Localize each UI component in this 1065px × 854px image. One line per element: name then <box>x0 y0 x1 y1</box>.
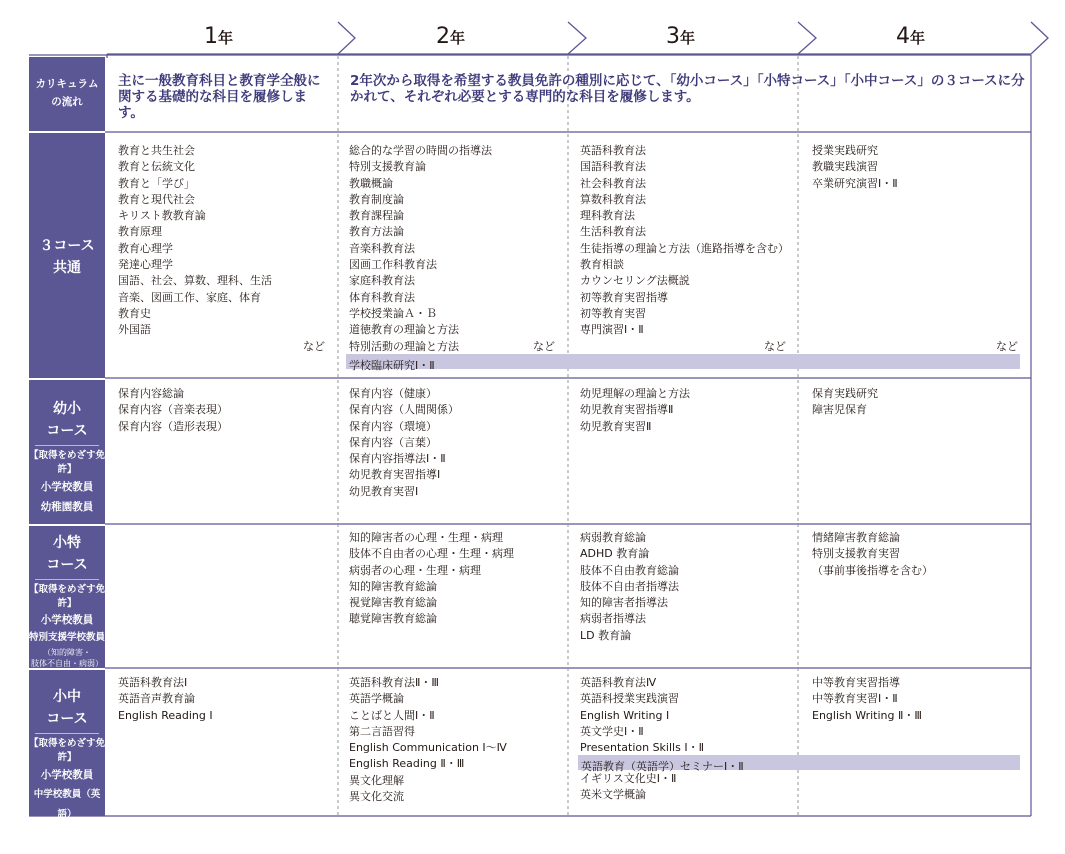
band-label: 英語教育（英語学）セミナーⅠ・Ⅱ <box>581 760 744 773</box>
course-item: 教育と現代社会 <box>118 192 195 206</box>
course-item: 算数科教育法 <box>580 192 646 206</box>
course-item: 教職実践演習 <box>812 160 878 174</box>
youshou-year4-list <box>812 386 878 419</box>
header-line: コース <box>46 557 88 573</box>
course-item: 教育と伝統文化 <box>118 160 195 174</box>
course-item: 肢体不自由者の心理・生理・病理 <box>349 547 514 561</box>
course-item: 体育科教育法 <box>349 290 415 304</box>
course-item: 英語科教育法Ⅱ・Ⅲ <box>349 676 439 689</box>
course-item: 初等教育実習指導 <box>580 290 668 304</box>
course-item: 幼児教育実習Ⅰ <box>349 484 419 498</box>
shochu-band <box>578 755 1020 773</box>
row-header-common <box>29 133 105 378</box>
course-item: 音楽、図画工作、家庭、体育 <box>118 290 261 304</box>
course-item: キリスト教教育論 <box>118 209 206 223</box>
course-item: ADHD 教育論 <box>580 547 650 561</box>
course-item: 英語学概論 <box>349 692 404 706</box>
course-item: 国語科教育法 <box>580 160 646 174</box>
license-note: （知的障害・ <box>43 648 91 657</box>
course-item: 道徳教育の理論と方法 <box>349 323 459 337</box>
course-item: 保育内容（言葉） <box>349 435 437 449</box>
course-item: 教育課程論 <box>349 209 404 223</box>
year-suffix: 年 <box>450 29 466 47</box>
course-item: English Reading Ⅰ <box>118 708 213 722</box>
common-year2-list <box>349 143 492 355</box>
course-item: 発達心理学 <box>118 258 173 272</box>
common-year4-list <box>812 143 898 192</box>
course-item: 病弱者指導法 <box>580 612 646 626</box>
course-item: 英文学史Ⅰ・Ⅱ <box>580 724 644 738</box>
course-item: 病弱教育総論 <box>580 531 646 544</box>
row-header-curriculum <box>29 57 105 131</box>
license-item: 中学校教員（英語） <box>33 789 101 820</box>
course-item: English Writing Ⅱ・Ⅲ <box>812 708 922 722</box>
etc-label: など <box>303 340 325 353</box>
shochu-year2-list <box>349 675 507 805</box>
course-item: 理科教育法 <box>580 209 635 223</box>
shochu-year3-list-a <box>580 675 704 756</box>
course-item: 社会科教育法 <box>580 176 646 190</box>
course-item: 保育内容（造形表現） <box>118 419 228 433</box>
youshou-year3-list <box>580 386 690 435</box>
shochu-year1-list <box>118 675 213 724</box>
course-item: カウンセリング法概説 <box>580 274 690 288</box>
curriculum-year2-text: 2年次から取得を希望する教員免許の種別に応じて、「幼小コース」「小特コース」「小中コース」の３コースに分かれて、それぞれ必要とする専門的な科目を履修します。 <box>350 73 1025 105</box>
course-item: 保育内容（音楽表現） <box>118 403 228 417</box>
common-band <box>346 354 1020 372</box>
etc-label: など <box>996 340 1018 353</box>
year-number: 2 <box>436 24 450 49</box>
row-header-shochu <box>29 670 106 820</box>
course-item: 特別支援教育実習 <box>812 547 900 561</box>
course-item: English Communication Ⅰ〜Ⅳ <box>349 741 507 755</box>
course-item: 中等教育実習Ⅰ・Ⅱ <box>812 692 898 706</box>
course-item: 英語科教育法Ⅳ <box>580 676 657 689</box>
course-item: 初等教育実習 <box>580 306 646 320</box>
header-line: カリキュラム <box>35 78 99 90</box>
course-item: 視覚障害教育総論 <box>349 596 437 610</box>
course-item: 知的障害者指導法 <box>580 596 668 610</box>
etc-label: など <box>533 340 555 353</box>
course-item: English Reading Ⅱ・Ⅲ <box>349 757 465 771</box>
youshou-year2-list <box>349 386 459 500</box>
year-label-3 <box>666 24 695 56</box>
youshou-year1-list <box>118 386 228 435</box>
course-item: 聴覚障害教育総論 <box>349 612 437 626</box>
course-item: 音楽科教育法 <box>349 241 415 255</box>
license-title: 【取得をめざす免許】 <box>29 738 106 763</box>
license-item: 小学校教員 <box>40 481 94 493</box>
header-line: ３コース <box>39 238 95 254</box>
license-item: 小学校教員 <box>40 614 94 626</box>
year-suffix: 年 <box>680 29 696 47</box>
course-item: 教育制度論 <box>349 192 404 206</box>
course-item: 幼児教育実習指導Ⅰ <box>349 468 441 482</box>
course-item: 特別活動の理論と方法 <box>349 339 459 353</box>
course-item: 卒業研究演習Ⅰ・Ⅱ <box>812 176 898 190</box>
year-suffix: 年 <box>910 29 926 47</box>
shochu-year3-list-b <box>580 771 676 804</box>
license-note: 肢体不自由・病弱） <box>31 659 103 668</box>
course-item: 授業実践研究 <box>812 144 878 157</box>
course-item: 家庭科教育法 <box>349 274 415 288</box>
course-item: 英語科授業実践演習 <box>580 692 679 706</box>
course-item: 保育実践研究 <box>812 387 878 400</box>
course-item: 教育相談 <box>580 258 624 272</box>
course-item: 英語科教育法Ⅰ <box>118 676 188 689</box>
course-item: 教育方法論 <box>349 225 404 239</box>
license-item: 幼稚園教員 <box>40 501 94 513</box>
row-header-shotoku <box>29 526 105 668</box>
etc-label: など <box>764 340 786 353</box>
course-item: （事前事後指導を含む） <box>812 563 933 577</box>
shochu-year4-list <box>812 675 922 724</box>
course-item: 教育と共生社会 <box>118 144 195 157</box>
year-number: 4 <box>896 24 910 49</box>
year-suffix: 年 <box>218 29 234 47</box>
course-item: 教育原理 <box>118 225 162 239</box>
course-item: 生徒指導の理論と方法（進路指導を含む） <box>580 241 789 255</box>
course-item: 中等教育実習指導 <box>812 676 900 689</box>
header-line: 小中 <box>53 689 81 705</box>
shotoku-year2-list <box>349 530 514 628</box>
common-year3-list <box>580 143 789 339</box>
course-item: 知的障害者の心理・生理・病理 <box>349 531 503 544</box>
license-title: 【取得をめざす免許】 <box>29 584 106 609</box>
course-item: 外国語 <box>118 323 151 337</box>
course-item: 学校授業論Ａ・Ｂ <box>349 306 437 320</box>
course-item: 保育内容（人間関係） <box>349 403 459 417</box>
common-year1-list <box>118 143 272 339</box>
course-item: LD 教育論 <box>580 628 632 642</box>
course-item: 知的障害教育総論 <box>349 579 437 593</box>
course-item: 病弱者の心理・生理・病理 <box>349 563 481 577</box>
course-item: 英米文学概論 <box>580 788 646 802</box>
course-item: Presentation Skills Ⅰ・Ⅱ <box>580 741 704 755</box>
course-item: 国語、社会、算数、理科、生活 <box>118 274 272 288</box>
course-item: 幼児教育実習指導Ⅱ <box>580 403 674 417</box>
course-item: 保育内容（環境） <box>349 419 437 433</box>
row-header-youshou <box>29 380 105 524</box>
year-label-1 <box>204 24 233 56</box>
course-item: 生活科教育法 <box>580 225 646 239</box>
header-line: 小特 <box>53 535 81 551</box>
course-item: 肢体不自由教育総論 <box>580 563 679 577</box>
course-item: 保育内容（健康） <box>349 387 437 400</box>
course-item: 肢体不自由者指導法 <box>580 579 679 593</box>
course-item: イギリス文化史Ⅰ・Ⅱ <box>580 772 677 785</box>
course-item: 保育内容指導法Ⅰ・Ⅱ <box>349 452 446 466</box>
course-item: 英語音声教育論 <box>118 692 195 706</box>
course-item: 教育と「学び」 <box>118 176 195 190</box>
year-number: 1 <box>204 24 218 49</box>
header-line: 共通 <box>53 260 81 276</box>
license-title: 【取得をめざす免許】 <box>29 450 106 475</box>
course-item: 教職概論 <box>349 176 393 190</box>
header-line: コース <box>46 711 88 727</box>
course-item: 特別支援教育論 <box>349 160 426 174</box>
course-item: 幼児教育実習Ⅱ <box>580 419 652 433</box>
license-item: 小学校教員 <box>40 769 94 781</box>
course-item: 教育心理学 <box>118 241 173 255</box>
shotoku-year4-list <box>812 530 933 579</box>
header-line: コース <box>46 423 88 439</box>
course-item: 図画工作科教育法 <box>349 258 437 272</box>
course-item: ことばと人間Ⅰ・Ⅱ <box>349 708 435 722</box>
header-line: 幼小 <box>53 401 81 417</box>
course-item: 情緒障害教育総論 <box>812 531 900 544</box>
shotoku-year3-list <box>580 530 679 644</box>
course-item: 幼児理解の理論と方法 <box>580 387 690 400</box>
course-item: 異文化理解 <box>349 773 404 787</box>
course-item: 英語科教育法 <box>580 144 646 157</box>
course-item: 異文化交流 <box>349 790 404 804</box>
course-item: 保育内容総論 <box>118 387 184 400</box>
course-item: English Writing Ⅰ <box>580 708 670 722</box>
band-label: 学校臨床研究Ⅰ・Ⅱ <box>349 359 435 372</box>
year-number: 3 <box>666 24 680 49</box>
course-item: 専門演習Ⅰ・Ⅱ <box>580 323 644 337</box>
license-item: 特別支援学校教員 <box>29 632 106 643</box>
course-item: 総合的な学習の時間の指導法 <box>349 144 492 157</box>
curriculum-year1-text: 主に一般教育科目と教育学全般に関する基礎的な科目を履修します。 <box>118 73 321 121</box>
course-item: 障害児保育 <box>812 403 867 417</box>
year-label-4 <box>896 24 925 56</box>
header-line: の流れ <box>51 96 83 108</box>
course-item: 第二言語習得 <box>349 724 415 738</box>
course-item: 教育史 <box>118 306 151 320</box>
year-label-2 <box>436 24 465 56</box>
